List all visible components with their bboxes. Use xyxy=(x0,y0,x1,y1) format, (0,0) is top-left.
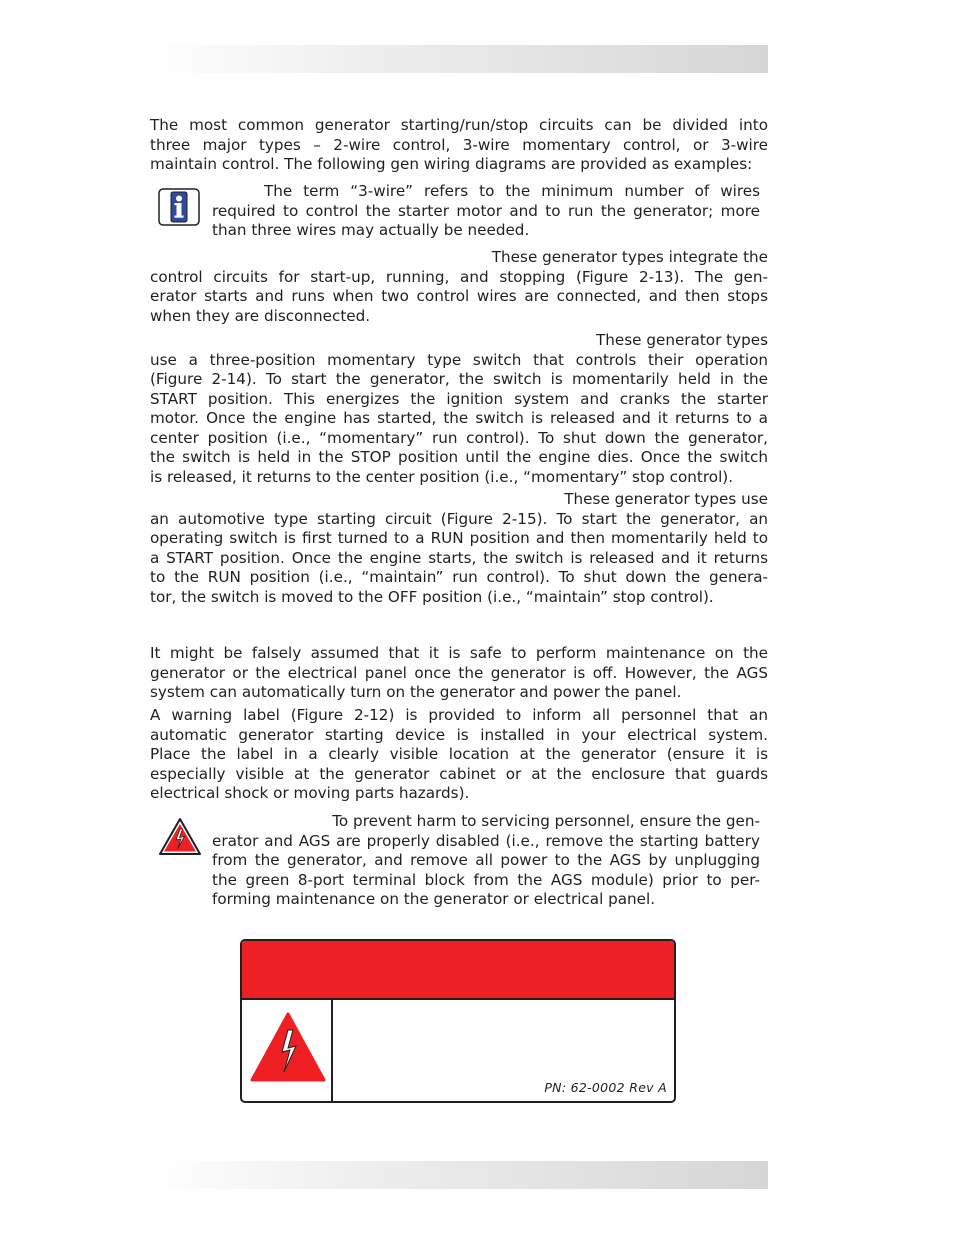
label-part-number: PN: 62-0002 Rev A xyxy=(544,1080,667,1095)
high-voltage-warning-icon xyxy=(250,1012,326,1084)
label-icon-cell xyxy=(242,1000,333,1103)
intro-paragraph: The most common generator starting/run/stop circuits can be divided into three major types – 2-wire control, 3-wire momentary control, or 3-wire maintain control. The following gen wiring diagrams are provided as examples: xyxy=(150,116,768,173)
safety-paragraph-1: It might be falsely assumed that it is safe to perform maintenance on the generator or the electrical panel once the generator is off. However, the AGS system can automatically turn on the generator and power the panel. xyxy=(150,644,768,701)
three-wire-momentary-paragraph: These generator types use a three-position momentary type switch that controls their operation (Figure 2-14). To start the generator, the switch is momentarily held in the START position. This energizes the ignition system and cranks the starter motor. Once the engine has started, the switch is released and it returns to a center position (i.e., “momentary” run control). To shut down the generator, the switch is held in the STOP position until the engine dies. Once the switch is released, it returns to the center position (i.e., “momentary” stop control). xyxy=(150,331,768,486)
info-icon xyxy=(158,188,200,226)
caution-note: To prevent harm to servicing personnel, ensure the gen- erator and AGS are properly disabled (i.e., remove the starting battery from the generator, and remove all power to the AGS by unplugging the green 8-port terminal block from the AGS module) prior to per- forming maintenance on the generator or electrical panel. xyxy=(212,812,760,908)
two-wire-paragraph: These generator types integrate the control circuits for start-up, running, and stopping (Figure 2-13). The gen- erator starts and runs when two control wires are connected, and then stops when they are disconnected. xyxy=(150,248,768,325)
warning-label-figure xyxy=(240,939,676,1103)
safety-paragraph-2: A warning label (Figure 2-12) is provided to inform all personnel that an automatic generator starting device is installed in your electrical system. Place the label in a clearly visible location at the generator (ensure it is especially visible at the generator cabinet or at the enclosure that guards electrical shock or moving parts hazards). xyxy=(150,706,768,802)
footer-band xyxy=(150,1161,768,1189)
header-band xyxy=(150,45,768,73)
label-header xyxy=(242,941,674,1000)
info-note: The term “3-wire” refers to the minimum number of wires required to control the starter motor and to run the generator; more than three wires may actually be needed. xyxy=(212,182,760,239)
three-wire-maintain-paragraph: These generator types use an automotive type starting circuit (Figure 2-15). To start the generator, an operating switch is first turned to a RUN position and then momentarily held to a START position. Once the engine starts, the switch is released and it returns to the RUN position (i.e., “maintain” run control). To shut down the genera- tor, the switch is moved to the OFF position (i.e., “maintain” stop control). xyxy=(150,490,768,606)
electrical-shock-caution-icon xyxy=(158,817,202,857)
